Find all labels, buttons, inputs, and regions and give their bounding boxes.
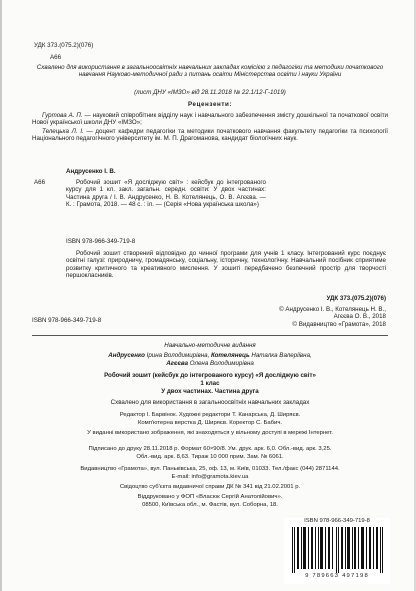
reviewer-1-name: Гуртова А. П. — [42, 112, 83, 119]
copyright-line-3: © Видавництво «Грамота», 2018 — [292, 321, 386, 328]
copyright-line-1: © Андрусенко І. В., Котелянець Н. В., — [279, 306, 386, 313]
imprint-printer-1: Віддруковано у ФОП «Власюк Сергій Анатолійович». — [137, 494, 283, 500]
imprint-photos-note: У виданні використано зображення, які знаходяться у вільному доступі в мережі Інтернет. — [87, 430, 333, 436]
imprint-certificate: Свідоцтво суб'єкта видавничої справи ДК № 341 від 21.02.2001 р. — [119, 484, 301, 490]
imprint-approved: Схвалено для використання в загальноосвітніх навчальних закладах — [110, 399, 310, 406]
reviewer-2-text: — доцент кафедри педагогіки та методики початкового навчання факультету педагогіки та психології Національного педагогічного університету ім. М. П. Драгоманова, кандидат біологічних наук. — [32, 128, 388, 143]
author-3-surname: Агєєва — [166, 360, 189, 367]
author-2-surname: Котелянець — [211, 352, 250, 359]
barcode-isbn-text: ISBN 978-966-349-719-8 — [304, 518, 370, 524]
author-2-names: Наталка Валеріївна, — [249, 352, 312, 359]
author-1-surname: Андрусенко — [108, 352, 145, 359]
imprint-email: E-mail: info@gramota.kiev.ua — [171, 474, 249, 480]
separator-rule — [32, 335, 388, 336]
isbn-barcode — [284, 518, 390, 584]
imprint-author-3 — [32, 360, 388, 367]
reviewer-1 — [32, 112, 388, 127]
bbk-code: А66 — [50, 54, 62, 61]
copyright-line-2: Агєєва О. В., 2018 — [333, 313, 386, 320]
catalog-description: Робочий зошит «Я досліджую світ» : кейсбук до інтегрованого курсу для 1 кл. закл. загальн. середн. освіти: У двох частинах: Частина друга / І. В. Андрусенко, Н. В. Котелянець, О. В. Агєєва. — К. : Грамота, 2018. — 48 с. : іл. — (Серія «Нова українська школа») — [66, 179, 266, 209]
imprint-staff-2: Комп'ютерна верстка Д. Ширяєв. Коректор С. Бабич. — [137, 420, 283, 426]
approval-text: Схвалено для використання в загальноосвітніх навчальних закладах комісією з педагогіки та методики початкового навчання Науково-методичної ради з питань освіти Міністерства освіти і науки України — [36, 64, 384, 79]
reviewers-heading: Рецензенти: — [187, 101, 233, 108]
imprint-print-1: Підписано до друку 28.11.2018 р. Формат 60×90/8. Ум. друк. арк. 6,0. Обл.-вид. арк. 3,25. — [88, 446, 332, 452]
barcode-digits: 9 789663 497198 — [305, 573, 369, 579]
author-1-names: Ірина Володимирівна, — [144, 352, 212, 359]
catalog-udk: УДК 373.(075.2)(076) — [326, 295, 386, 302]
approval-letter: (лист ДНУ «ІМЗО» від 28.11.2018 № 22.1/12-Г-1019) — [134, 89, 286, 96]
udk-code: УДК 373.(075.2)(076) — [34, 42, 94, 49]
imprint-printer-2: 08500, Київська обл., м. Фастів, вул. Соборна, 18. — [142, 502, 278, 508]
catalog-isbn: ISBN 978-966-349-719-8 — [66, 238, 136, 245]
imprint-grade: 1 клас — [200, 380, 220, 387]
reviewer-2 — [32, 128, 388, 143]
imprint-genre: Навчально-методичне видання — [164, 342, 256, 349]
reviewer-1-text: — науковий співробітник відділу наук і навчального забезпечення змісту дошкільної та початкової освіти Нової української школи ДНУ «ІМЗО»; — [32, 112, 388, 127]
reviewer-2-name: Телецька Л. І. — [42, 128, 84, 135]
catalog-code: А66 — [34, 179, 46, 186]
copyright-isbn: ISBN 978-966-349-719-8 — [32, 317, 102, 324]
imprint-print-2: Обл.-вид. арк. 8,63. Тираж 10 000 прим. Зам. № 6061. — [136, 454, 284, 460]
catalog-abstract: Робочий зошит створений відповідно до чинної програми для учнів 1 класу. Інтегрований курс поєднує освітні галузі: природничу, громадянську, соціальну, історичну, технологічну. Навчальний посібник сприятиме розвитку критичного та креативного мислення. У зошиті передбачено безпечний простір для творчості першокласників. — [66, 250, 386, 280]
imprint-publisher: Видавництво «Грамота», вул. Паньківська, 25, оф. 13, м. Київ, 01033. Тел./факс (044) 2871144. — [80, 466, 340, 472]
imprint-title: Робочий зошит (кейсбук до інтегрованого курсу) «Я досліджую світ» — [104, 372, 316, 379]
barcode-bars — [292, 527, 384, 573]
author-3-names: Олена Володимирівна — [188, 360, 254, 367]
imprint-staff-1: Редактор І. Барвінок. Художні редактори Т. Канарська, Д. Ширяєв. — [119, 412, 301, 418]
catalog-author: Андрусенко І. В. — [66, 168, 116, 175]
imprint-parts: У двох частинах. Частина друга — [161, 388, 259, 395]
imprint-authors — [32, 352, 388, 359]
